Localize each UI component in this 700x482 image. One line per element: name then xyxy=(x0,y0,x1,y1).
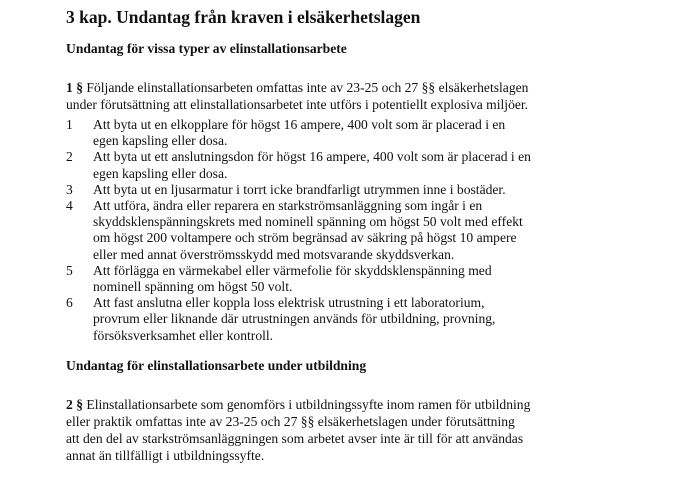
list-item-line: Att utföra, ändra eller reparera en starkströmsanläggning som ingår i en xyxy=(93,198,483,214)
list-item-line: nominell spänning om högst 50 volt. xyxy=(93,279,293,295)
section-heading-exceptions: Undantag för vissa typer av elinstallationsarbete xyxy=(66,41,347,56)
list-item-number: 3 xyxy=(66,181,73,197)
paragraph-1-number: 1 § xyxy=(66,80,83,95)
paragraph-1-intro xyxy=(66,79,586,113)
list-item-number: 5 xyxy=(66,262,73,278)
paragraph-2-text: Elinstallationsarbete som genomförs i utbildningssyfte inom ramen för utbildning xyxy=(86,397,531,412)
list-item xyxy=(66,198,586,263)
paragraph-1-text: Följande elinstallationsarbeten omfattas inte av 23-25 och 27 §§ elsäkerhetslagen xyxy=(86,80,529,95)
paragraph-2-number: 2 § xyxy=(66,397,83,412)
list-item xyxy=(66,182,586,198)
chapter-title: 3 kap. Undantag från kraven i elsäkerhetslagen xyxy=(66,7,421,27)
list-item-line: provrum eller liknande där utrustningen används för utbildning, provning, xyxy=(93,311,496,327)
paragraph-2-line xyxy=(66,396,586,413)
list-item-line: skyddsklenspänningskrets med nominell spänning om högst 50 volt med effekt xyxy=(93,214,523,230)
paragraph-2-line: eller praktik omfattas inte av 23-25 och 27 §§ elsäkerhetslagen under förutsättning xyxy=(66,414,515,429)
paragraph-2 xyxy=(66,396,586,464)
exception-list xyxy=(66,117,586,344)
list-item-line: om högst 200 voltampere och ström begränsad av säkring på högst 10 ampere xyxy=(93,230,517,246)
list-item xyxy=(66,295,586,344)
list-item-line: Att byta ut en ljusarmatur i torrt icke brandfarligt utrymmen inne i bostäder. xyxy=(93,181,506,197)
list-item-line: Att förlägga en värmekabel eller värmefolie för skyddsklenspänning med xyxy=(93,262,492,278)
list-item-number: 1 xyxy=(66,117,73,132)
list-item xyxy=(66,149,586,181)
paragraph-2-line: att den del av starkströmsanläggningen som arbetet avser inte är till för att användas xyxy=(66,431,524,446)
list-item xyxy=(66,263,586,295)
section-heading-education: Undantag för elinstallationsarbete under utbildning xyxy=(66,358,367,373)
list-item-number: 2 xyxy=(66,149,73,165)
list-item-number: 6 xyxy=(66,295,73,311)
list-item-line: försöksverksamhet eller kontroll. xyxy=(93,327,274,343)
list-item-line: eller med annat överströmsskydd med motsvarande skyddsverkan. xyxy=(93,246,455,262)
paragraph-1-line: under förutsättning att elinstallationsarbetet inte utförs i potentiellt explosiva miljöer. xyxy=(66,97,529,112)
list-item-line: Att fast anslutna eller koppla loss elektrisk utrustning i ett laboratorium, xyxy=(93,295,485,311)
list-item-line: Att byta ut ett anslutningsdon för högst 16 ampere, 400 volt som är placerad i en xyxy=(93,149,531,165)
list-item-number: 4 xyxy=(66,198,73,214)
list-item-line: egen kapsling eller dosa. xyxy=(93,165,228,181)
list-item xyxy=(66,117,586,149)
list-item-line: egen kapsling eller dosa. xyxy=(93,133,228,149)
list-item-line: Att byta ut en elkopplare för högst 16 ampere, 400 volt som är placerad i en xyxy=(93,117,506,132)
paragraph-2-line: annat än tillfälligt i utbildningssyfte. xyxy=(66,448,265,463)
paragraph-1-line xyxy=(66,79,586,96)
